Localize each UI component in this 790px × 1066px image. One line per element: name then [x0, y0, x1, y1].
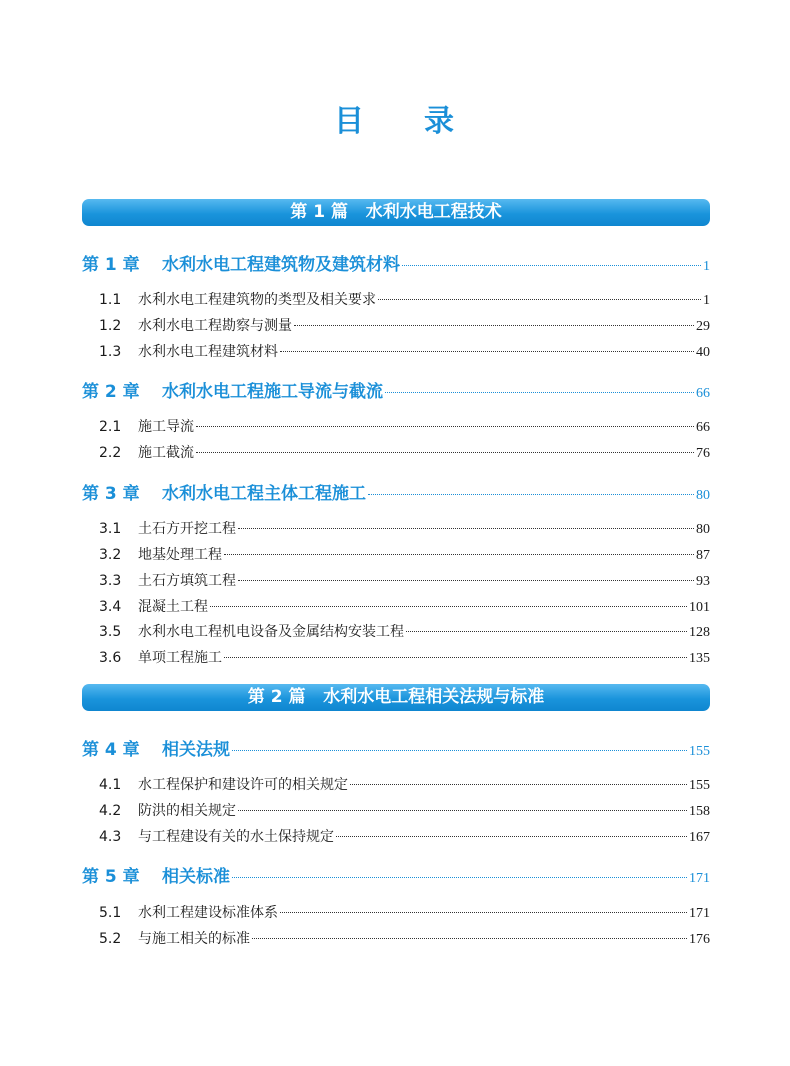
section-page: 66 [696, 420, 710, 435]
section-title: 水利水电工程建筑材料 [138, 344, 278, 360]
toc-section[interactable] [99, 800, 710, 820]
section-title: 土石方开挖工程 [138, 521, 236, 537]
section-page: 176 [689, 932, 710, 947]
section-title: 地基处理工程 [138, 547, 222, 563]
dot-leader [280, 912, 687, 913]
section-page: 167 [689, 830, 710, 845]
dot-leader [210, 606, 687, 607]
section-page: 135 [689, 651, 710, 666]
chapter-number: 第 2 章 [82, 382, 140, 402]
section-number: 5.2 [99, 931, 122, 947]
part-banner-1 [82, 199, 710, 226]
chapter-title: 水利水电工程建筑物及建筑材料 [162, 255, 400, 275]
chapter-number: 第 1 章 [82, 255, 140, 275]
dot-leader [406, 631, 687, 632]
section-number: 4.3 [99, 829, 122, 845]
section-page: 1 [703, 293, 710, 308]
section-title: 水工程保护和建设许可的相关规定 [138, 777, 348, 793]
section-title: 水利水电工程机电设备及金属结构安装工程 [138, 624, 404, 640]
toc-chapter-4[interactable] [82, 735, 710, 760]
toc-title [0, 96, 790, 140]
dot-leader [196, 426, 694, 427]
section-number: 1.2 [99, 318, 122, 334]
section-title: 水利水电工程勘察与测量 [138, 318, 292, 334]
dot-leader [224, 554, 694, 555]
dot-leader [378, 299, 701, 300]
chapter-page: 155 [689, 744, 710, 759]
chapter-page: 80 [696, 488, 710, 503]
dot-leader [238, 580, 694, 581]
chapter-title: 相关法规 [162, 740, 230, 760]
section-title: 防洪的相关规定 [138, 803, 236, 819]
chapter-page: 66 [696, 386, 710, 401]
section-page: 101 [689, 600, 710, 615]
dot-leader [294, 325, 694, 326]
dot-leader [232, 877, 687, 878]
dot-leader [238, 528, 694, 529]
section-title: 混凝土工程 [138, 599, 208, 615]
dot-leader [350, 784, 687, 785]
section-number: 1.3 [99, 344, 122, 360]
section-title: 水利水电工程建筑物的类型及相关要求 [138, 292, 376, 308]
section-number: 3.6 [99, 650, 122, 666]
toc-section[interactable] [99, 596, 710, 616]
dot-leader [224, 657, 687, 658]
toc-section[interactable] [99, 442, 710, 462]
section-title: 与施工相关的标准 [138, 931, 250, 947]
section-page: 158 [689, 804, 710, 819]
chapter-number: 第 5 章 [82, 867, 140, 887]
toc-section[interactable] [99, 928, 710, 948]
dot-leader [232, 750, 687, 751]
part-title: 水利水电工程技术 [365, 202, 502, 222]
toc-section[interactable] [99, 518, 710, 538]
chapter-number: 第 3 章 [82, 484, 140, 504]
section-number: 2.1 [99, 419, 122, 435]
part-banner-2 [82, 684, 710, 711]
title-char-2: 录 [424, 104, 456, 139]
section-page: 93 [696, 574, 710, 589]
part-label: 第 2 篇 [247, 687, 306, 707]
section-number: 3.3 [99, 573, 122, 589]
toc-section[interactable] [99, 774, 710, 794]
section-page: 171 [689, 906, 710, 921]
toc-section[interactable] [99, 544, 710, 564]
dot-leader [238, 810, 687, 811]
toc-section[interactable] [99, 341, 710, 361]
toc-section[interactable] [99, 289, 710, 309]
chapter-title: 水利水电工程主体工程施工 [162, 484, 366, 504]
dot-leader [368, 494, 694, 495]
section-title: 土石方填筑工程 [138, 573, 236, 589]
toc-section[interactable] [99, 621, 710, 641]
toc-section[interactable] [99, 826, 710, 846]
section-number: 1.1 [99, 292, 122, 308]
chapter-page: 171 [689, 871, 710, 886]
toc-chapter-1[interactable] [82, 250, 710, 275]
section-page: 80 [696, 522, 710, 537]
part-label: 第 1 篇 [290, 202, 348, 222]
section-page: 40 [696, 345, 710, 360]
title-char-1: 目 [334, 104, 366, 139]
section-number: 4.1 [99, 777, 122, 793]
section-title: 施工导流 [138, 419, 194, 435]
section-page: 76 [696, 446, 710, 461]
section-title: 单项工程施工 [138, 650, 222, 666]
section-number: 3.2 [99, 547, 122, 563]
section-number: 3.4 [99, 599, 122, 615]
section-number: 4.2 [99, 803, 122, 819]
chapter-page: 1 [703, 259, 710, 274]
section-page: 128 [689, 625, 710, 640]
dot-leader [385, 392, 694, 393]
toc-section[interactable] [99, 570, 710, 590]
dot-leader [336, 836, 687, 837]
section-title: 与工程建设有关的水土保持规定 [138, 829, 334, 845]
dot-leader [196, 452, 694, 453]
toc-chapter-5[interactable] [82, 862, 710, 887]
toc-chapter-3[interactable] [82, 479, 710, 504]
dot-leader [402, 265, 701, 266]
section-title: 施工截流 [138, 445, 194, 461]
section-page: 29 [696, 319, 710, 334]
toc-section[interactable] [99, 647, 710, 667]
dot-leader [252, 938, 687, 939]
toc-section[interactable] [99, 416, 710, 436]
section-number: 3.1 [99, 521, 122, 537]
chapter-number: 第 4 章 [82, 740, 140, 760]
toc-section[interactable] [99, 315, 710, 335]
chapter-title: 相关标准 [162, 867, 230, 887]
dot-leader [280, 351, 694, 352]
toc-chapter-2[interactable] [82, 377, 710, 402]
section-page: 155 [689, 778, 710, 793]
section-number: 3.5 [99, 624, 122, 640]
part-title: 水利水电工程相关法规与标准 [323, 687, 545, 707]
section-number: 5.1 [99, 905, 122, 921]
section-number: 2.2 [99, 445, 122, 461]
toc-section[interactable] [99, 902, 710, 922]
section-page: 87 [696, 548, 710, 563]
section-title: 水利工程建设标准体系 [138, 905, 278, 921]
chapter-title: 水利水电工程施工导流与截流 [162, 382, 383, 402]
